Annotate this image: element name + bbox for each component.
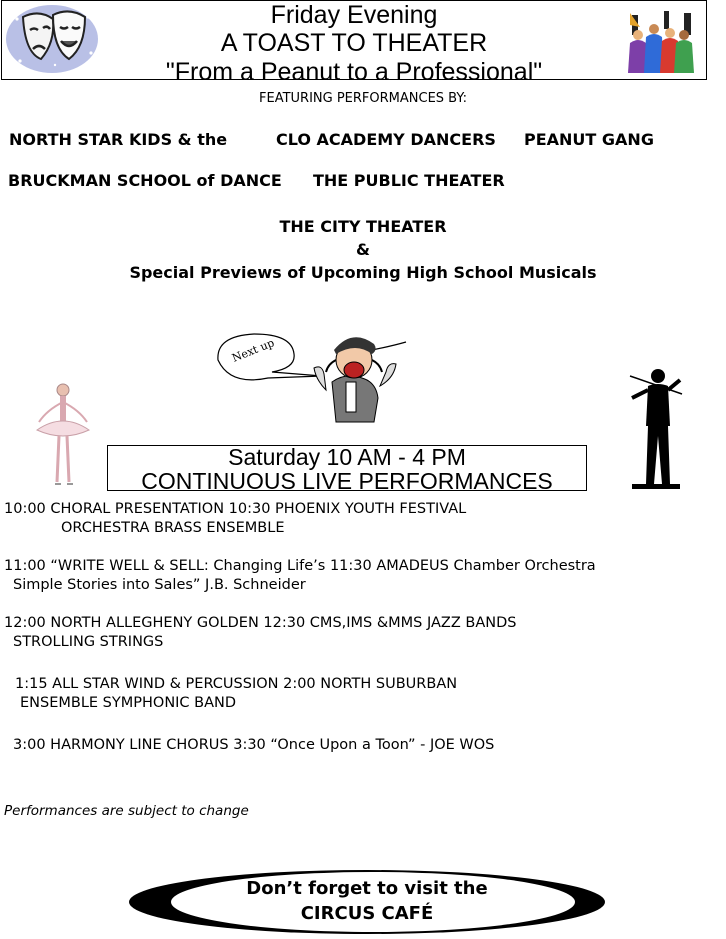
schedule-row-3-cont: STROLLING STRINGS (13, 634, 164, 650)
schedule-row-4-cont: ENSEMBLE SYMPHONIC BAND (20, 695, 237, 711)
title-line-3: "From a Peanut to a Professional" (165, 58, 543, 86)
saturday-line-2: CONTINUOUS LIVE PERFORMANCES (141, 468, 553, 494)
choir-singers-icon (624, 9, 700, 75)
schedule-row-2-cont: Simple Stories into Sales” J.B. Schneider (13, 577, 306, 593)
performer-clo-academy: CLO ACADEMY DANCERS (276, 130, 496, 149)
ballerina-icon (33, 380, 93, 490)
cafe-line-2: CIRCUS CAFÉ (300, 903, 434, 924)
change-notice: Performances are subject to change (4, 803, 249, 819)
performer-bruckman: BRUCKMAN SCHOOL of DANCE (8, 171, 282, 190)
performer-peanut-gang: PEANUT GANG (524, 130, 654, 149)
cafe-line-1: Don’t forget to visit the (246, 878, 488, 899)
performer-public-theater: THE PUBLIC THEATER (313, 171, 505, 190)
schedule-row-4: 1:15 ALL STAR WIND & PERCUSSION 2:00 NORTH SUBURBAN (15, 676, 458, 692)
saturday-line-1: Saturday 10 AM - 4 PM (228, 444, 466, 470)
performer-north-star: NORTH STAR KIDS & the (9, 130, 228, 149)
saturday-box (107, 444, 587, 494)
title-line-1: Friday Evening (270, 1, 438, 29)
schedule-row-1-cont: ORCHESTRA BRASS ENSEMBLE (61, 520, 285, 536)
ampersand: & (356, 240, 370, 259)
violinist-icon (628, 368, 684, 492)
shouting-man-icon (306, 330, 412, 430)
speech-bubble-text: Next up (230, 336, 277, 365)
schedule-row-5: 3:00 HARMONY LINE CHORUS 3:30 “Once Upon a Toon” - JOE WOS (13, 737, 495, 753)
featuring-heading: FEATURING PERFORMANCES BY: (259, 91, 467, 106)
special-previews: Special Previews of Upcoming High School Musicals (129, 263, 597, 282)
theater-masks-icon (5, 3, 100, 75)
schedule-row-2: 11:00 “WRITE WELL & SELL: Changing Life’s 11:30 AMADEUS Chamber Orchestra (4, 558, 596, 574)
performer-city-theater: THE CITY THEATER (279, 217, 447, 236)
schedule-row-3: 12:00 NORTH ALLEGHENY GOLDEN 12:30 CMS,IMS &MMS JAZZ BANDS (4, 615, 517, 631)
title-line-2: A TOAST TO THEATER (220, 29, 488, 57)
schedule-row-1: 10:00 CHORAL PRESENTATION 10:30 PHOENIX YOUTH FESTIVAL (4, 501, 467, 517)
title-box (1, 0, 707, 86)
